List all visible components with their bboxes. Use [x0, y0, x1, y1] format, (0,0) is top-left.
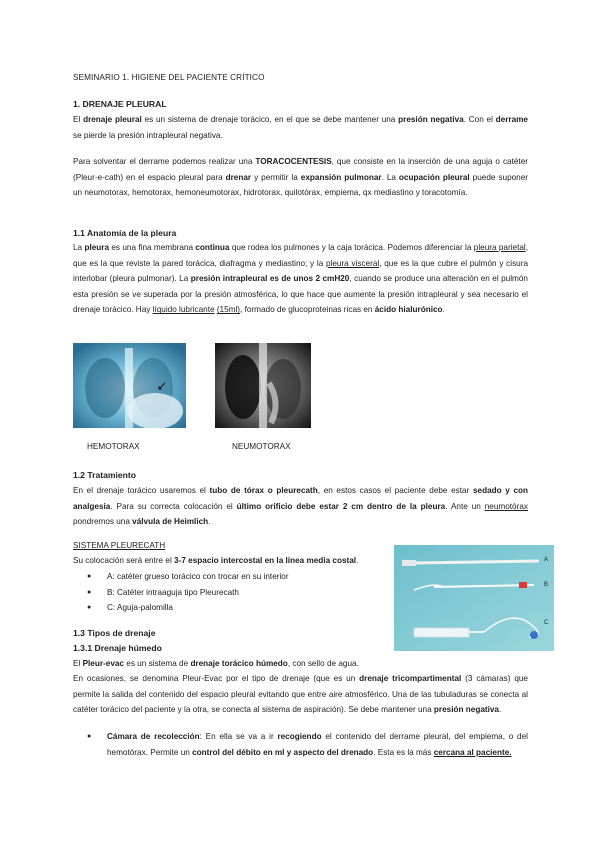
section-heading-drenaje-pleural: 1. DRENAJE PLEURAL: [73, 99, 167, 109]
section-heading-anatomia: 1.1 Anatomía de la pleura: [73, 228, 177, 238]
hemotorax-xray-icon: [73, 343, 186, 428]
list-item: ● A: catéter grueso torácico con trocar en su interior: [73, 569, 289, 585]
device-label-a: A: [544, 557, 549, 563]
paragraph-pleurecath-intro: Su colocación será entre el 3-7 espacio intercostal en la línea media costal.: [73, 556, 359, 565]
catheter-photo-icon: [394, 545, 554, 651]
device-label-c: C: [544, 620, 549, 626]
paragraph-pleur-evac: El Pleur-evac es un sistema de drenaje torácico húmedo, con sello de agua.: [73, 659, 359, 668]
section-heading-tratamiento: 1.2 Tratamiento: [73, 470, 137, 480]
paragraph-toracocentesis: Para solventar el derrame podemos realizar una TORACOCENTESIS, que consiste en la inserción de una aguja o catéter (Pleur-e-cath) en el espacio pleural para drenar y permitir la expansión pulmonar. La ocupación pleural puede suponer un neumotorax, hemotorax, hemoneumotorax, hidrotorax, quilotórax, empiema, qx mediastino y toracotomía.: [73, 157, 529, 198]
section-heading-tipos-drenaje: 1.3 Tipos de drenaje: [73, 628, 156, 638]
list-item: ● B: Catéter intraaguja tipo Pleurecath: [73, 585, 289, 601]
pleurecath-list: [73, 569, 289, 616]
document-title: SEMINARIO 1. HIGIENE DEL PACIENTE CRÍTICO: [73, 73, 265, 82]
list-item: ● C: Aguja-palomilla: [73, 600, 289, 616]
device-label-b: B: [544, 582, 549, 588]
paragraph-tratamiento: En el drenaje torácico usaremos el tubo de tórax o pleurecath, en estos casos el paciente debe estar sedado y con analgesia. Para su correcta colocación el último orificio debe estar 2 cm dentro de la pleura. Ante un neumotórax pondremos una válvula de Heimlich.: [73, 486, 529, 527]
hemotorax-xray-image: [73, 343, 186, 428]
caption-hemotorax: HEMOTORAX: [87, 442, 140, 451]
camaras-list: [73, 729, 528, 760]
neumotorax-xray-image: [215, 343, 311, 428]
paragraph-drenaje-intro: El drenaje pleural es un sistema de drenaje torácico, en el que se debe mantener una presión negativa. Con el derrame se pierde la presión intrapleural negativa.: [73, 115, 528, 140]
subsection-heading-drenaje-humedo: 1.3.1 Drenaje húmedo: [73, 643, 162, 653]
paragraph-anatomia: La pleura es una fina membrana continua que rodea los pulmones y la caja torácica. Podemos diferenciar la pleura parietal, que es la que reviste la pared torácica, diafragma y mediastino; y la pleura visceral, que es la que cubre el pulmón y cisura interlobar (pleura pulmonar). La presión intrapleural es de unos 2 cmH20, cuando se produce una alteración en el pulmón esta presión se ve superada por la presión atmosférica, lo que hace que aumente la presión intrapleural y sea necesario el drenaje torácico. Hay líquido lubricante (15ml), formado de glucoproteinas ricas en ácido hialurónico.: [73, 243, 528, 315]
caption-neumotorax: NEUMOTORAX: [232, 442, 291, 451]
section-heading-pleurecath: SISTEMA PLEURECATH: [73, 541, 166, 550]
neumotorax-xray-icon: [215, 343, 311, 428]
list-item-camara-recoleccion: ● Cámara de recolección: En ella se va a ir recogiendo el contenido del derrame pleural, del empiema, o del hemotórax. Permite un control del débito en ml y aspecto del drenado. Esta es la más cercana al paciente.: [73, 729, 528, 760]
pleurecath-devices-image: [394, 545, 554, 651]
paragraph-tricompartimental: En ocasiones, se denomina Pleur-Evac por el tipo de drenaje (que es un drenaje tricompartimental (3 cámaras) que permite la salida del contenido del espacio pleural evitando que entre aire atmosférico. Una de las tubuladuras se conecta al catéter torácico del paciente y la otra, se conecta al sistema de aspiración). Se debe mantener una presión negativa.: [73, 674, 528, 715]
